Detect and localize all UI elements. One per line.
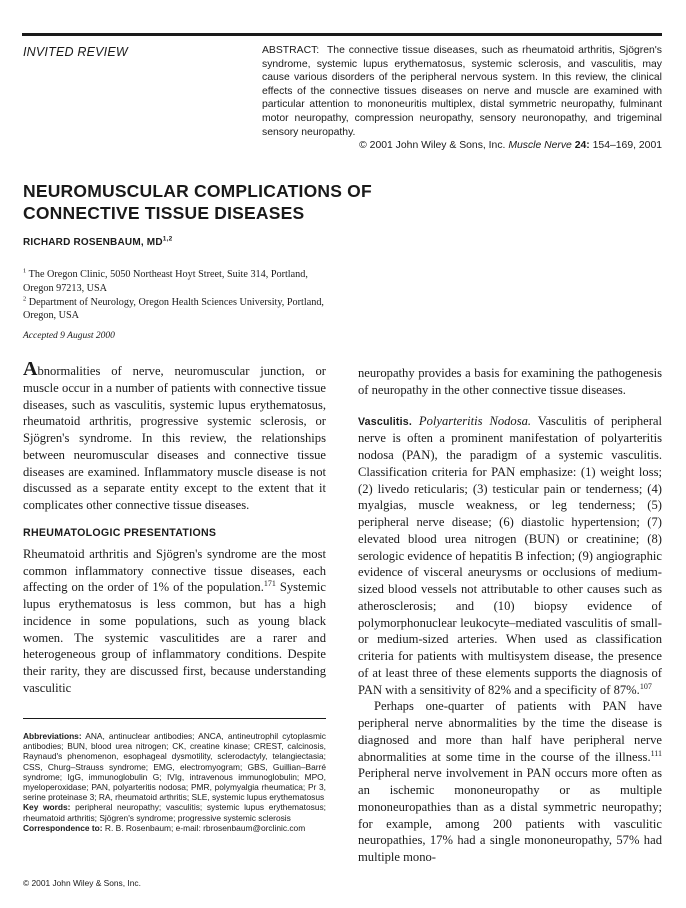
affil2-num: 2	[23, 295, 27, 303]
vasculitis-text: Vasculitis of peripheral nerve is often a prominent manifestation of polyarteritis nodosa (PAN), the paradigm of a systemic vasculitis. Classification criteria for PAN emphasize: (1) weight loss; (2) livedo reticularis; (3) testicular pain or tenderness; (4) myalgias, muscle weakness, or leg tenderness; (5) peripheral nerve disease; (6) diastolic hypertension; (7) elevated blood urea nitrogen (BUN) or creatinine; (8) serologic evidence of hepatitis B infection; (9) angiographic evidence of visceral aneurysms or occlusions of medium-sized blood vessels not attributable to other causes such as atherosclerosis; and (10) biopsy evidence of polymorphonuclear leukocyte–mediated vasculitis of small- or medium-sized arteries. When used as classification criteria for patients with multisystem disease, the presence of at least three of these elements supports the diagnosis of PAN with a sensitivity of 82% and a specificity of 87%.	[358, 413, 663, 697]
left-column	[23, 358, 327, 697]
correspondence-label: Correspondence to:	[23, 822, 103, 833]
article-title	[23, 180, 523, 224]
top-rule	[22, 33, 662, 36]
pan-paragraph	[358, 698, 662, 866]
pan-text-2: Peripheral nerve involvement in PAN occurs more often as an ischemic mononeuropathy or as multiple mononeuropathies than as a distal symmetric neuropathy; for example, among 200 patients with vasculitic neuropathies, 17% had a single mononeuropathy, 57% had multiple mono-	[358, 766, 662, 864]
citation	[262, 139, 662, 153]
correspondence	[23, 823, 326, 833]
author	[23, 237, 172, 248]
ref-171: 171	[263, 579, 276, 589]
affil1-text: The Oregon Clinic, 5050 Northeast Hoyt Street, Suite 314, Portland, Oregon 97213, USA	[23, 269, 308, 294]
subsection-italic: Polyarteritis Nodosa.	[418, 413, 532, 428]
right-column	[358, 365, 662, 866]
section-label: INVITED REVIEW	[23, 45, 128, 59]
footnotes	[23, 731, 326, 833]
author-name: RICHARD ROSENBAUM, MD	[23, 237, 163, 248]
affiliation-2	[23, 296, 333, 324]
abbreviations-text: ANA, antinuclear antibodies; ANCA, antineutrophil cytoplasmic antibodies; BUN, blood urea nitrogen; CK, creatine kinase; CREST, calcinosis, Raynaud's phenomenon, esophageal dysmotility, sclerodactyly, telangiectasia; CSS, Churg–Strauss syndrome; EMG, electromyogram; GBS, Guillian–Barré syndrome; IgG, immunoglobulin G; IVIg, intravenous immunoglobulin; MPO, myeloperoxidase; PAN, polyarteritis nodosa; PMR, polymyalgia rheumatica; Pr 3, serine proteinase 3; RA, rheumatoid arthritis; SLE, systemic lupus erythematosus	[23, 731, 326, 803]
keywords	[23, 802, 326, 822]
footer-copyright: © 2001 John Wiley & Sons, Inc.	[23, 878, 141, 888]
citation-journal: Muscle Nerve	[508, 140, 572, 152]
ref-107: 107	[639, 681, 652, 691]
drop-cap: A	[23, 358, 38, 380]
para2-b: Systemic lupus erythematosus is less common, but has a high incidence in some populations, such as young black women. The systemic vasculitides are a rarer and heterogeneous group of inflammatory conditions. Despite their rarity, they are discussed first, because understanding vasculitic	[23, 580, 327, 695]
title-line-1: NEUROMUSCULAR COMPLICATIONS OF	[23, 181, 372, 201]
abstract-label: ABSTRACT:	[262, 45, 320, 56]
intro-paragraph	[23, 358, 326, 514]
correspondence-text: R. B. Rosenbaum; e-mail: rbrosenbaum@orclinic.com	[104, 822, 306, 833]
title-line-2: CONNECTIVE TISSUE DISEASES	[23, 203, 305, 223]
footnote-rule	[23, 718, 326, 719]
citation-pages: 154–169, 2001	[592, 140, 662, 152]
para2-a: Rheumatoid arthritis and Sjögren's syndrome are the most common inflammatory connective tissue diseases, each affecting on the order of 1% of the population.	[23, 546, 326, 595]
continuation-paragraph: neuropathy provides a basis for examining the pathogenesis of neuropathy in the other connective tissue diseases.	[358, 366, 662, 397]
vasculitis-paragraph	[358, 413, 662, 699]
author-affil-marks: 1,2	[162, 235, 173, 243]
rheumatologic-paragraph	[23, 546, 326, 697]
affiliation-1	[23, 268, 333, 296]
pan-text-1: Perhaps one-quarter of patients with PAN have peripheral nerve abnormalities by the time the disease is diagnosed and more than half have peripheral nerve abnormalities at some time in the course of the illness.	[358, 699, 662, 764]
keywords-label: Key words:	[23, 802, 71, 813]
subsection-heading: Vasculitis.	[358, 415, 413, 428]
intro-text: bnormalities of nerve, neuromuscular junction, or muscle occur in a number of patients with connective tissue diseases, such as vasculitis, systemic lupus erythematosus, rheumatoid arthritis, progressive systemic sclerosis, or Sjögren's syndrome. In this review, the relationships between neuromuscular diseases and connective tissue diseases are examined. Inflammatory muscle disease is not discussed as a separate entity except to the extent that it complicates other connective tissue diseases.	[23, 364, 326, 512]
affiliations	[23, 268, 333, 323]
affil1-num: 1	[23, 267, 27, 275]
citation-prefix: © 2001 John Wiley & Sons, Inc.	[359, 140, 506, 152]
keywords-text: peripheral neuropathy; vasculitis; systemic lupus erythematosus; rheumatoid arthritis; Sjögren's syndrome; progressive systemic sclerosis	[23, 802, 326, 823]
abstract-text: The connective tissue diseases, such as rheumatoid arthritis, Sjögren's syndrome, systemic lupus erythematosus, systemic sclerosis, and vasculitis, may cause various disorders of the peripheral nervous system. In this review, the clinical effects of the connective tissues diseases on nerve and muscle are examined with particular attention to mononeuritis multiplex, distal symmetric neuropathy, fulminant motor neuropathy, compression neuropathy, sensory neuronopathy, and trigeminal sensory neuropathy.	[262, 45, 662, 138]
citation-volume: 24:	[574, 140, 590, 152]
abbreviations	[23, 731, 326, 802]
abstract	[262, 44, 662, 153]
ref-111: 111	[650, 748, 662, 758]
section-heading: RHEUMATOLOGIC PRESENTATIONS	[23, 526, 217, 539]
affil2-text: Department of Neurology, Oregon Health Sciences University, Portland, Oregon, USA	[23, 296, 324, 322]
accepted-date: Accepted 9 August 2000	[23, 331, 115, 341]
abbreviations-label: Abbreviations:	[23, 731, 82, 741]
